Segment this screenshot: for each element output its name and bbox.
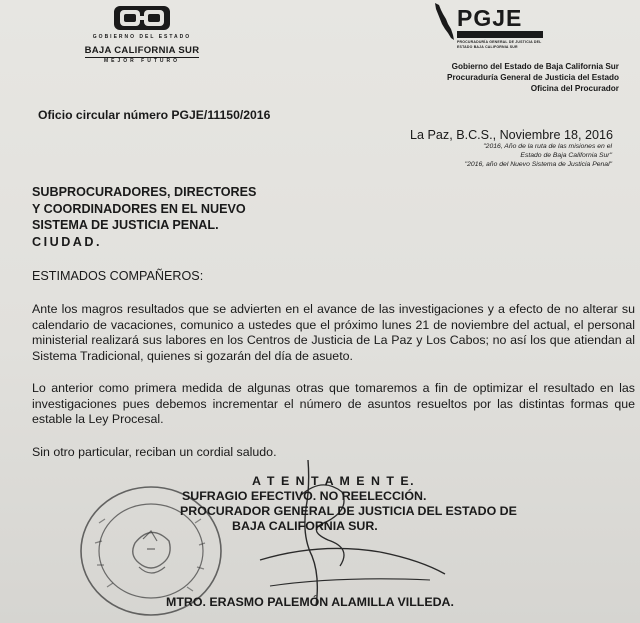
greeting: ESTIMADOS COMPAÑEROS: — [32, 269, 204, 283]
body-paragraph-1: Ante los magros resultados que se advierten en el avance de las investigaciones y a efecto de no alterar su calendario de vacaciones, comunico a ustedes que el próximo lunes 21 de noviembre del actual, el personal ministerial realizará sus labores en los Centros de Justicia de La Paz y Los Cabos; no así los que atiendan al Sistema Tradicional, quienes si gozarán del día de asueto. — [32, 302, 635, 363]
sign-motto: SUFRAGIO EFECTIVO. NO REELECCIÓN. — [182, 489, 427, 503]
sign-attentively: A T E N T A M E N T E. — [252, 474, 416, 488]
signer-name: MTRO. ERASMO PALEMÓN ALAMILLA VILLEDA. — [166, 595, 454, 609]
gov-header-line: Gobierno del Estado de Baja California Sur — [451, 62, 619, 71]
pgje-bar — [457, 31, 543, 38]
pgje-subtext: PROCURADURÍA GENERAL DE JUSTICIA DEL ESTADO BAJA CALIFORNIA SUR — [457, 40, 542, 49]
state-logo-small-line: GOBIERNO DEL ESTADO — [92, 34, 192, 40]
year-note: "2016, año del Nuevo Sistema de Justicia Penal" — [464, 161, 612, 168]
document-date: La Paz, B.C.S., Noviembre 18, 2016 — [409, 128, 613, 142]
pgje-logo — [433, 2, 548, 56]
year-notes — [465, 142, 612, 169]
state-government-logo — [72, 4, 212, 65]
state-logo-name: BAJA CALIFORNIA SUR — [84, 45, 200, 56]
baja-california-map-icon — [433, 2, 455, 42]
body-paragraph-2: Lo anterior como primera medida de algunas otras que tomaremos a fin de optimizar el resultado en las investigaciones pues debemos incrementar el número de asuntos resueltos por las distintas formas que estable la Ley Procesal. — [32, 381, 635, 426]
signature-block — [180, 474, 517, 534]
pgje-acronym: PGJE — [457, 5, 523, 31]
year-note: Estado de Baja California Sur" — [520, 152, 612, 159]
addressee-line: SUBPROCURADORES, DIRECTORES — [32, 185, 257, 199]
addressee-line: Y COORDINADORES EN EL NUEVO — [32, 201, 246, 216]
gov-header-line: Oficina del Procurador — [530, 84, 619, 93]
year-note: "2016, Año de la ruta de las misiones en el — [483, 143, 612, 150]
addressee-block — [32, 184, 256, 250]
addressee-line: SISTEMA DE JUSTICIA PENAL. — [32, 218, 219, 232]
sign-state: BAJA CALIFORNIA SUR. — [232, 519, 378, 533]
sign-position: PROCURADOR GENERAL DE JUSTICIA DEL ESTADO DE — [180, 504, 517, 518]
gov-header-line: Procuraduría General de Justicia del Estado — [447, 73, 619, 82]
closing-line: Sin otro particular, reciban un cordial saludo. — [32, 445, 277, 459]
state-logo-motto: MEJOR FUTURO — [104, 58, 180, 64]
state-emblem-icon — [112, 4, 172, 32]
oficio-number: Oficio circular número PGJE/11150/2016 — [38, 108, 271, 122]
addressee-city: CIUDAD. — [32, 234, 102, 249]
government-header — [447, 61, 619, 94]
